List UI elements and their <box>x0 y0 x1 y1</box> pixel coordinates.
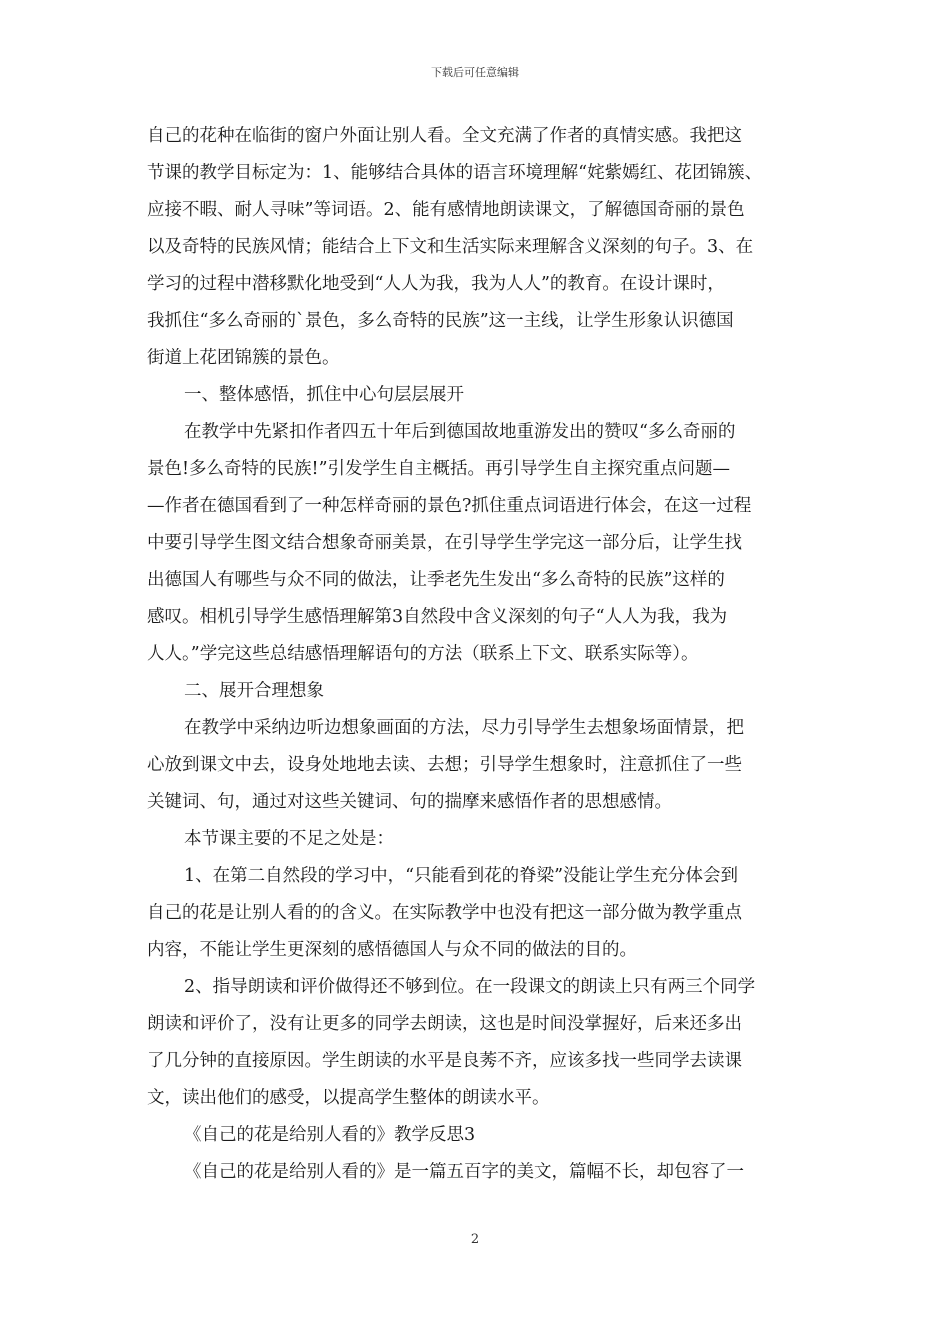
text-line: 人人。”学完这些总结感悟理解语句的方法（联系上下文、联系实际等）。 <box>147 644 699 664</box>
text-line: 出德国人有哪些与众不同的做法，让季老先生发出“多么奇特的民族”这样的 <box>147 570 725 590</box>
text-line: 关键词、句，通过对这些关键词、句的揣摩来感悟作者的思想感情。 <box>147 792 672 812</box>
page-header: 下载后可任意编辑 <box>431 66 519 79</box>
text-line: 《自己的花是给别人看的》是一篇五百字的美文，篇幅不长，却包容了一 <box>184 1162 744 1182</box>
text-line: 中要引导学生图文结合想象奇丽美景，在引导学生学完这一部分后，让学生找 <box>147 533 742 553</box>
text-line: —作者在德国看到了一种怎样奇丽的景色?抓住重点词语进行体会，在这一过程 <box>147 496 752 516</box>
text-line: 《自己的花是给别人看的》教学反思3 <box>184 1125 476 1145</box>
text-line: 本节课主要的不足之处是： <box>184 829 394 849</box>
text-line: 景色!多么奇特的民族!”引发学生自主概括。再引导学生自主探究重点问题— <box>147 459 731 479</box>
page-number: 2 <box>470 1232 480 1247</box>
text-line: 心放到课文中去，设身处地地去读、去想；引导学生想象时，注意抓住了一些 <box>147 755 742 775</box>
text-line: 以及奇特的民族风情；能结合上下文和生活实际来理解含义深刻的句子。3、在 <box>147 237 754 257</box>
text-line: 2、指导朗读和评价做得还不够到位。在一段课文的朗读上只有两三个同学 <box>184 977 756 997</box>
text-line: 自己的花是让别人看的的含义。在实际教学中也没有把这一部分做为教学重点 <box>147 903 742 923</box>
text-line: 朗读和评价了，没有让更多的同学去朗读，这也是时间没掌握好，后来还多出 <box>147 1014 742 1034</box>
text-line: 感叹。相机引导学生感悟理解第3自然段中含义深刻的句子“人人为我，我为 <box>147 607 728 627</box>
text-line: 文，读出他们的感受，以提高学生整体的朗读水平。 <box>147 1088 550 1108</box>
text-line: 我抓住“多么奇丽的`景色，多么奇特的民族”这一主线，让学生形象认识德国 <box>147 311 734 331</box>
text-line: 1、在第二自然段的学习中，“只能看到花的脊梁”没能让学生充分体会到 <box>184 866 739 886</box>
text-line: 二、展开合理想象 <box>184 681 324 701</box>
text-line: 自己的花种在临街的窗户外面让别人看。全文充满了作者的真情实感。我把这 <box>147 126 742 146</box>
document-body <box>147 118 807 1191</box>
text-line: 学习的过程中潜移默化地受到“人人为我，我为人人”的教育。在设计课时， <box>147 274 725 294</box>
text-line: 内容，不能让学生更深刻的感悟德国人与众不同的做法的目的。 <box>147 940 637 960</box>
text-line: 在教学中先紧扣作者四五十年后到德国故地重游发出的赞叹“多么奇丽的 <box>184 422 736 442</box>
text-line: 应接不暇、耐人寻味”等词语。2、能有感情地朗读课文，了解德国奇丽的景色 <box>147 200 745 220</box>
text-line: 节课的教学目标定为：1、能够结合具体的语言环境理解“姹紫嫣红、花团锦簇、 <box>147 163 763 183</box>
text-line: 街道上花团锦簇的景色。 <box>147 348 340 368</box>
text-line: 在教学中采纳边听边想象画面的方法，尽力引导学生去想象场面情景，把 <box>184 718 744 738</box>
text-line: 了几分钟的直接原因。学生朗读的水平是良莠不齐，应该多找一些同学去读课 <box>147 1051 742 1071</box>
text-line: 一、整体感悟，抓住中心句层层展开 <box>184 385 464 405</box>
